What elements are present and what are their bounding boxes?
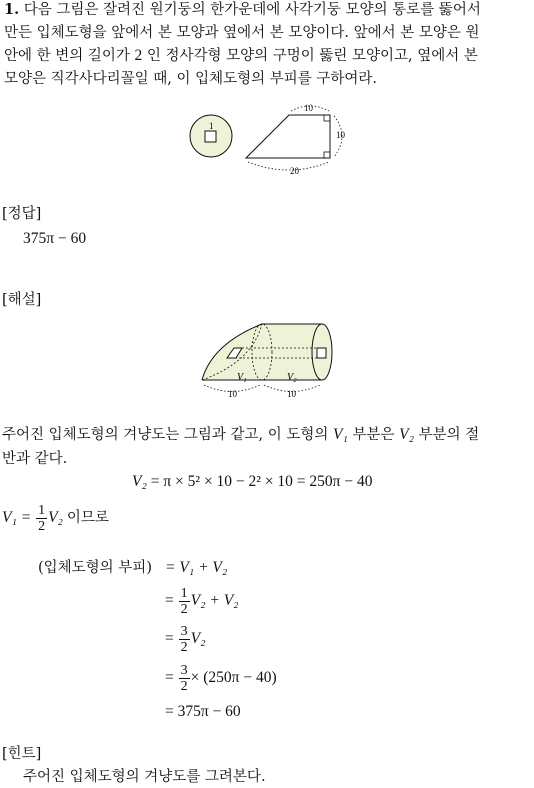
tunnel-exit xyxy=(317,348,326,358)
explanation-line-1 xyxy=(2,424,479,446)
step3-rest: V₂ xyxy=(190,630,206,648)
eq-v1-suffix: 이므로 xyxy=(66,510,109,527)
volume-step-2: = $\frac{1}{2}$ V₂ + V₂ xyxy=(165,586,239,617)
problem-text-3a: 안에 한 변의 길이가 xyxy=(4,48,130,64)
step3-den: 2 xyxy=(180,640,188,655)
dim-right-label-2: 10 xyxy=(287,389,296,399)
volume-label: (입체도형의 부피) xyxy=(38,560,152,576)
dim-right-label: 10 xyxy=(336,130,345,140)
step2-fraction xyxy=(179,586,190,617)
equation-v1 xyxy=(2,503,109,534)
square-side-label: 1 xyxy=(209,121,214,131)
dim-top-label: 10 xyxy=(304,103,313,113)
volume-step-1 xyxy=(165,559,227,577)
equation-v2 xyxy=(132,473,373,491)
problem-line-4: 모양은 직각사다리꼴일 때, 이 입체도형의 부피를 구하여라. xyxy=(4,71,378,87)
step2-den: 2 xyxy=(180,602,188,617)
front-view-square-hole xyxy=(205,131,216,142)
hint-heading: [힌트] xyxy=(2,746,42,762)
step1-text: = V₁ + V₂ xyxy=(165,559,228,576)
figure-perspective-sketch xyxy=(0,318,534,408)
problem-text-3num: 2 xyxy=(134,47,143,64)
dim-bottom-label: 20 xyxy=(290,166,299,176)
explanation-text-1b: 부분은 xyxy=(352,427,395,443)
figure-front-side-view xyxy=(0,100,534,190)
explanation-line-2: 반과 같다. xyxy=(2,451,68,467)
volume-step-3: = $\frac{3}{2}$ V₂ xyxy=(165,624,206,655)
v2-label: V₂ xyxy=(287,372,297,383)
step4-fraction xyxy=(179,663,190,694)
v1-label: V₁ xyxy=(237,372,247,383)
explanation-heading: [해설] xyxy=(2,292,42,308)
eq-v1-rhs: V₂ xyxy=(48,509,63,527)
volume-step-4: = $\frac{3}{2}$ × (250π − 40) xyxy=(165,663,277,694)
eq-v1-num: 1 xyxy=(38,503,46,518)
explanation-v1: V₁ xyxy=(333,426,348,443)
step3-num: 3 xyxy=(180,624,188,639)
side-view-trapezoid xyxy=(246,115,330,158)
problem-number: 1. xyxy=(4,1,20,18)
explanation-text-1a: 주어진 입체도형의 겨냥도는 그림과 같고, 이 도형의 xyxy=(2,427,329,443)
dim-bottom-arc xyxy=(248,162,329,170)
dim-left-label: 10 xyxy=(228,389,237,399)
step2-rest: V₂ + V₂ xyxy=(190,592,239,610)
problem-line-1 xyxy=(4,0,481,21)
eq-v1-fraction xyxy=(36,503,47,534)
step2-num: 1 xyxy=(180,586,188,601)
hint-text: 주어진 입체도형의 겨냥도를 그려본다. xyxy=(23,769,266,785)
problem-line-2: 만든 입체도형을 앞에서 본 모양과 옆에서 본 모양이다. 앞에서 본 모양은 원 xyxy=(4,25,480,41)
explanation-text-1c: 부분의 절 xyxy=(418,427,480,443)
volume-step-5: = 375π − 60 xyxy=(165,703,241,720)
eq-v2-rhs: = π × 5² × 10 − 2² × 10 = 250π − 40 xyxy=(150,473,373,490)
problem-line-3 xyxy=(4,45,478,67)
eq-v1-lhs: V₁ = xyxy=(2,509,32,527)
step3-fraction xyxy=(179,624,190,655)
explanation-v2: V₂ xyxy=(399,426,414,443)
problem-text-1: 다음 그림은 잘려진 원기둥의 한가운데에 사각기둥 모양의 통로를 뚫어서 xyxy=(23,2,481,18)
answer-value: 375π − 60 xyxy=(23,230,87,247)
eq-v2-lhs: V₂ xyxy=(132,473,147,490)
eq-v1-den: 2 xyxy=(38,519,46,534)
step4-den: 2 xyxy=(180,679,188,694)
step4-num: 3 xyxy=(180,663,188,678)
problem-text-3b: 인 정사각형 모양의 구멍이 뚫린 모양이고, 옆에서 본 xyxy=(146,48,478,64)
answer-heading: [정답] xyxy=(2,206,42,222)
step4-rest: × (250π − 40) xyxy=(190,669,277,687)
